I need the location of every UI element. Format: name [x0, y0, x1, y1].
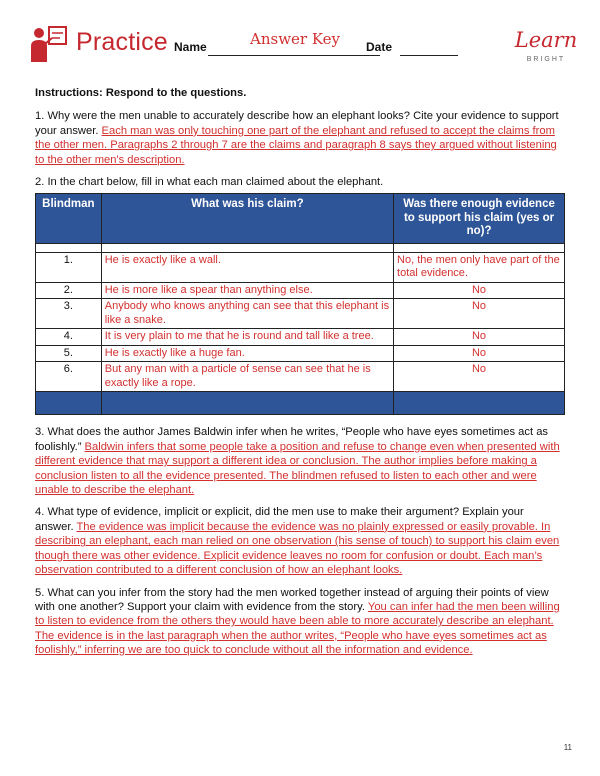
question-4 [35, 505, 565, 577]
header-claim: What was his claim? [101, 194, 393, 244]
date-label: Date [366, 40, 393, 54]
logo-word: Learn [514, 28, 578, 52]
row-evidence: No [394, 362, 565, 392]
table-row [36, 329, 565, 346]
answer-1: Each man was only touching one part of the elephant and refused to accept the claims from the other men. Paragraphs 2 through 7 are the claims and paragraph 8 says they argued without listening to the other men's description. [35, 124, 557, 166]
name-label: Name [174, 40, 207, 54]
row-evidence: No [394, 299, 565, 329]
row-number: 1. [36, 252, 102, 282]
row-evidence: No [394, 345, 565, 362]
answer-4: The evidence was implicit because the evidence was no plainly expressed or easily provable. In describing an elephant, each man relied on one observation (his sense of touch) to support his claim even though there was other evidence. Explicit evidence leaves no room for confusion or doubt. Each man’s observation contributed to a different conclusion of how an elephant looks. [35, 520, 560, 577]
answer-key-label: Answer Key [250, 30, 340, 48]
question-1 [35, 109, 565, 167]
row-number: 3. [36, 299, 102, 329]
row-claim: Anybody who knows anything can see that this elephant is like a snake. [101, 299, 393, 329]
page-header [28, 18, 578, 68]
table-row [36, 345, 565, 362]
table-spacer-row [36, 243, 565, 252]
teacher-at-board-icon [28, 24, 68, 64]
question-3-text: 3. What does the author James Baldwin infer when he writes, “People who have eyes sometimes act as foolishly.” [35, 426, 549, 453]
table-header-row [36, 194, 565, 244]
logo-subtitle: BRIGHT [526, 56, 566, 63]
question-5 [35, 586, 565, 658]
table-footer-row [36, 392, 565, 415]
row-claim: But any man with a particle of sense can see that he is exactly like a rope. [101, 362, 393, 392]
answer-5: You can infer had the men been willing to listen to evidence from the others they would have been able to more accurately describe an elephant. The evidence is in the last paragraph when the author writes, “People who have eyes sometimes act as foolishly,” inferring we are too quick to conclude without all the information and evidence. [35, 600, 560, 657]
row-number: 6. [36, 362, 102, 392]
row-number: 2. [36, 282, 102, 299]
header-blindman: Blindman [36, 194, 102, 244]
header-evidence: Was there enough evidence to support his claim (yes or no)? [394, 194, 565, 244]
name-line [208, 55, 380, 56]
table-row [36, 282, 565, 299]
date-line [400, 55, 458, 56]
claims-table [35, 193, 565, 415]
question-5-text: 5. What can you infer from the story had the men worked together instead of arguing their points of view with one another? Support your claim with evidence from the story. [35, 586, 549, 613]
row-evidence: No [394, 329, 565, 346]
instructions: Instructions: Respond to the questions. [35, 87, 247, 99]
row-claim: He is more like a spear than anything else. [101, 282, 393, 299]
row-claim: He is exactly like a wall. [101, 252, 393, 282]
answer-3: Baldwin infers that some people take a position and refuse to change even when presented with different evidence that may support a different idea or conclusion. The author implies before making a conclusion listen to all the evidence presented. The blindmen refused to listen to each other and were unable to describe the elephant. [35, 440, 560, 497]
row-claim: It is very plain to me that he is round and tall like a tree. [101, 329, 393, 346]
question-1-text: 1. Why were the men unable to accurately describe how an elephant looks? Cite your evidence to support your answer. [35, 110, 559, 137]
row-evidence: No, the men only have part of the total evidence. [394, 252, 565, 282]
question-2-text: 2. In the chart below, fill in what each man claimed about the elephant. [35, 176, 384, 189]
worksheet-content [35, 86, 565, 666]
table-row [36, 362, 565, 392]
table-row [36, 299, 565, 329]
question-4-text: 4. What type of evidence, implicit or explicit, did the men use to make their argument? Explain your answer. [35, 506, 524, 533]
question-3 [35, 425, 565, 497]
row-evidence: No [394, 282, 565, 299]
table-row [36, 252, 565, 282]
practice-title: Practice [76, 28, 168, 56]
learn-bright-logo [506, 18, 586, 70]
row-claim: He is exactly like a huge fan. [101, 345, 393, 362]
page-number: 11 [563, 743, 572, 752]
row-number: 4. [36, 329, 102, 346]
row-number: 5. [36, 345, 102, 362]
